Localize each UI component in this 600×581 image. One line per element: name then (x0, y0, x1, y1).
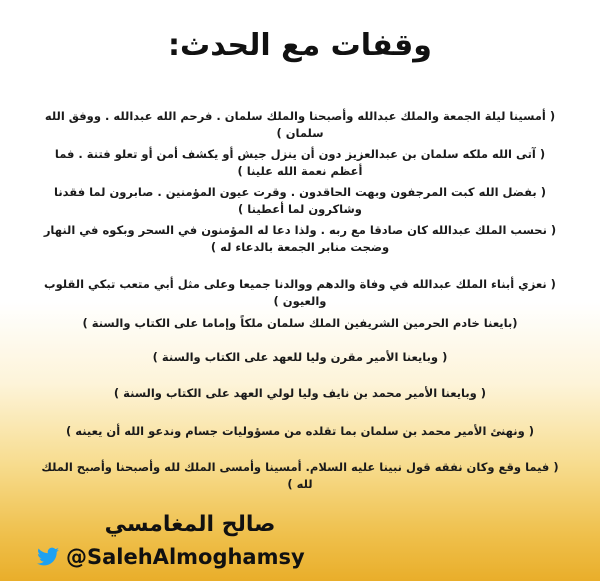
statement-line-7: ( وبايعنا الأمير مقرن وليا للعهد على الكتاب والسنة ) (152, 350, 448, 364)
statement-line-3: ( بفضل الله كبت المرجفون وبهت الحاقدون . وقرت عيون المؤمنين . صابرون لما فقدنا وشاكرون لما أعطينا ) (54, 185, 546, 216)
author-signature: صالح المغامسي (104, 512, 276, 537)
page-title: وقفات مع الحدث: (168, 28, 432, 63)
statement-line-10: ( فيما وقع وكان نفقه قول نبينا عليه السلام. أمسينا وأمسى الملك لله وأصبحنا وأصبح الملك لله ) (41, 460, 559, 491)
statement-line-6: (بايعنا خادم الحرمين الشريفين الملك سلمان ملكاً وإماما على الكتاب والسنة ) (82, 316, 518, 330)
statement-line-9: ( ونهنئ الأمير محمد بن سلمان بما تقلده من مسؤوليات جسام وندعو الله أن يعينه ) (66, 424, 534, 438)
statement-line-5: ( نعزي أبناء الملك عبدالله في وفاة والدهم ووالدنا جميعا وعلى مثل أبي متعب تبكي القلوب والعيون ) (44, 277, 556, 308)
twitter-handle-row[interactable] (36, 545, 305, 569)
statement-line-2: ( آتى الله ملكه سلمان بن عبدالعزيز دون أن ينزل جيش أو يكشف أمن أو تعلو فتنة . فما أعظم نعمة الله علينا ) (54, 147, 546, 178)
statement-line-8: ( وبايعنا الأمير محمد بن نايف وليا لولي العهد على الكتاب والسنة ) (113, 386, 487, 400)
twitter-handle[interactable]: @SalehAlmoghamsy (66, 545, 305, 569)
statement-line-1: ( أمسينا ليلة الجمعة والملك عبدالله وأصبحنا والملك سلمان . فرحم الله عبدالله . ووفق الله سلمان ) (44, 109, 556, 140)
statement-line-4: ( نحسب الملك عبدالله كان صادقا مع ربه . ولذا دعا له المؤمنون في السحر وبكوه في النهار وضجت منابر الجمعة بالدعاء له ) (43, 223, 557, 254)
twitter-bird-icon (36, 545, 60, 569)
